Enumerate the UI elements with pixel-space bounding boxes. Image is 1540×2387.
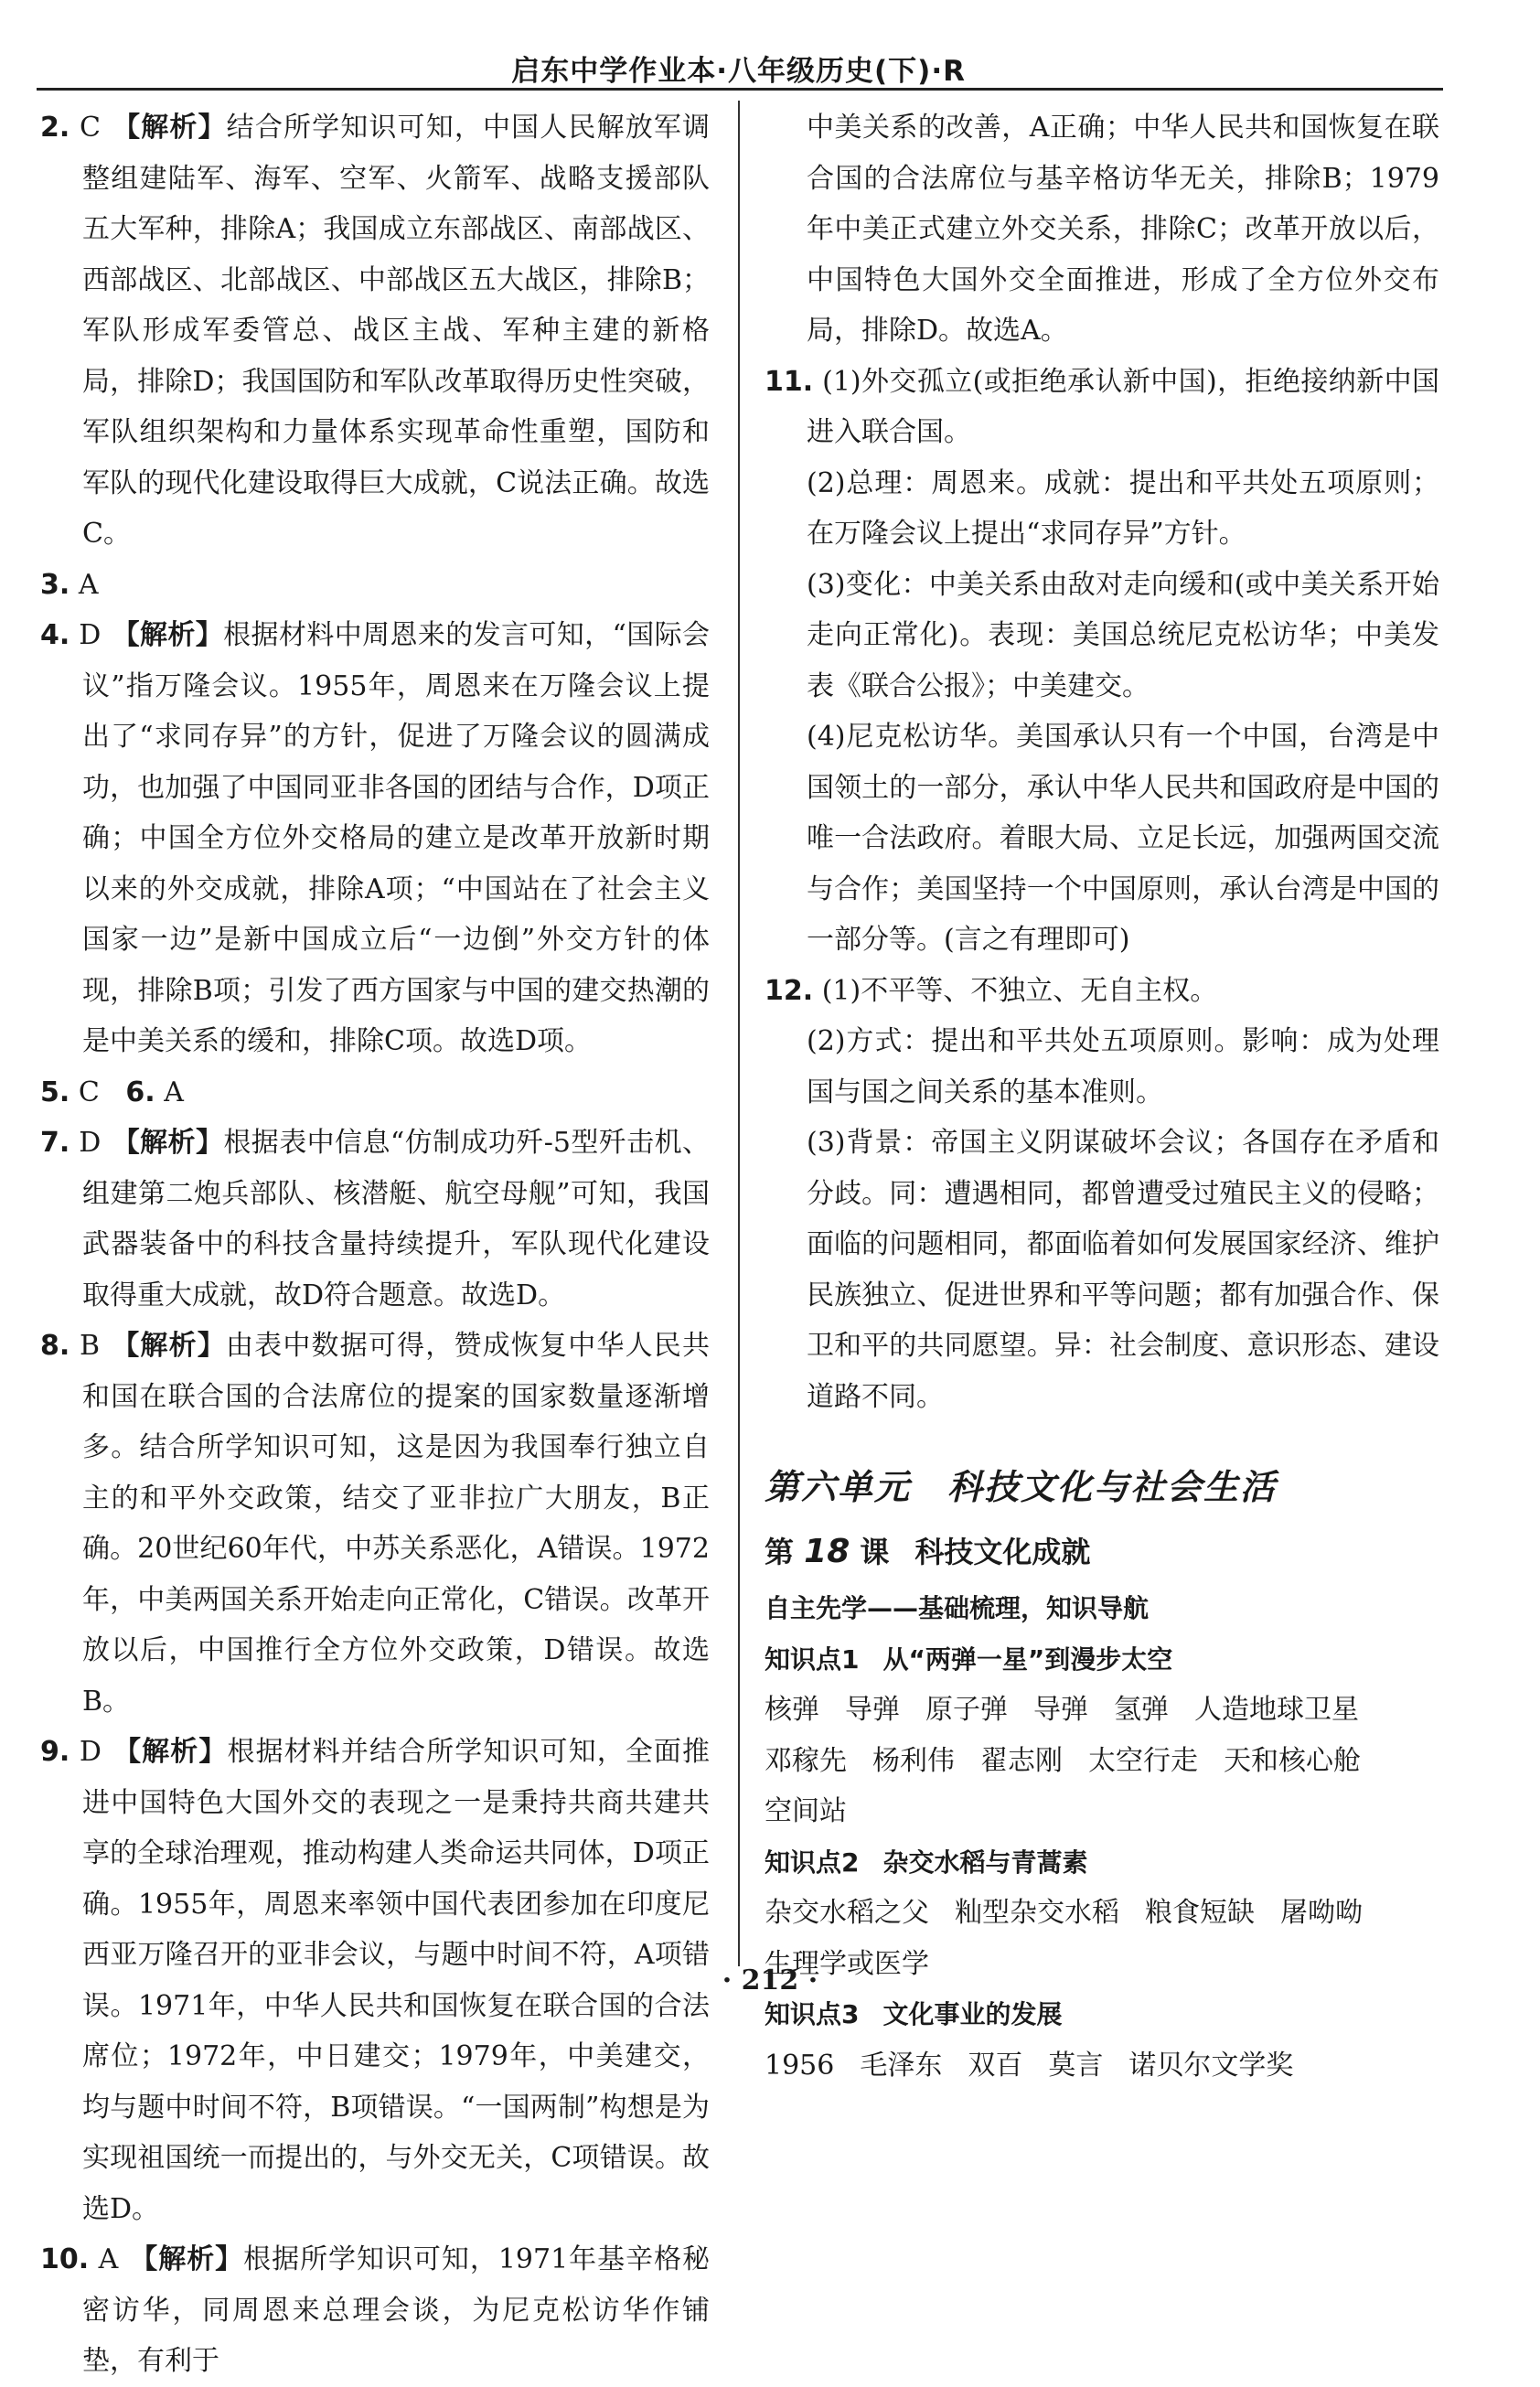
answer-text: 根据所学知识可知，1971年基辛格秘密访华，同周恩来总理会谈，为尼克松访华作铺垫，有利于 <box>82 2243 710 2377</box>
unit-name: 科技文化与社会生活 <box>947 1467 1278 1507</box>
knowledge-point-1-terms-row-1 <box>765 1685 1439 1736</box>
answer-choice: A <box>78 568 99 601</box>
lesson-suffix: 课 <box>860 1534 890 1569</box>
knowledge-point-1-terms-row-2 <box>765 1736 1439 1837</box>
answer-number: 8. <box>40 1330 70 1362</box>
term: 杨利伟 <box>872 1744 955 1777</box>
term: 邓稼先 <box>765 1744 847 1777</box>
answer-11-part-2: (2)总理：周恩来。成就：提出和平共处五项原则；在万隆会议上提出“求同存异”方针。 <box>807 466 1439 550</box>
answer-text: 根据材料中周恩来的发言可知，“国际会议”指万隆会议。1955年，周恩来在万隆会议上提出了“求同存异”的方针，促进了万隆会议的圆满成功，也加强了中国同亚非各国的团结与合作，D项正确；中国全方位外交格局的建立是改革开放新时期以来的外交成就，排除A项；“中国站在了社会主义国家一边”是新中国成立后“一边倒”外交方针的体现，排除B项；引发了西方国家与中国的建交热潮的是中美关系的缓和，排除C项。故选D项。 <box>82 619 710 1057</box>
answer-number: 3. <box>40 568 70 601</box>
answer-11-part-4: (4)尼克松访华。美国承认只有一个中国，台湾是中国领土的一部分，承认中华人民共和国政府是中国的唯一合法政府。着眼大局、立足长远，加强两国交流与合作；美国坚持一个中国原则，承认台湾是中国的一部分等。(言之有理即可) <box>807 721 1439 956</box>
answer-8 <box>40 1321 710 1727</box>
answer-number: 5. <box>40 1076 70 1108</box>
term: 籼型杂交水稻 <box>955 1897 1119 1929</box>
analysis-tag: 【解析】 <box>112 1127 224 1159</box>
term: 翟志刚 <box>980 1744 1063 1777</box>
term: 导弹 <box>1033 1694 1088 1726</box>
answer-10-continuation: 中美关系的改善，A正确；中华人民共和国恢复在联合国的合法席位与基辛格访华无关，排除B；1979年中美正式建立外交关系，排除C；改革开放以后，中国特色大国外交全面推进，形成了全方位外交布局，排除D。故选A。 <box>807 112 1439 347</box>
answer-choice: D <box>79 619 102 651</box>
term: 1956 <box>765 2049 835 2082</box>
answer-11-part-1 <box>765 357 1439 458</box>
answer-11-part-3: (3)变化：中美关系由敌对走向缓和(或中美关系开始走向正常化)。表现：美国总统尼克松访华；中美发表《联合公报》；中美建交。 <box>807 568 1439 702</box>
knowledge-point-2-heading <box>765 1837 1439 1889</box>
term: 诺贝尔文学奖 <box>1128 2049 1294 2082</box>
term: 氢弹 <box>1114 1694 1169 1726</box>
answer-12-part-3: (3)背景：帝国主义阴谋破坏会议；各国存在矛盾和分歧。同：遭遇相同，都曾遭受过殖民主义的侵略；面临的问题相同，都面临着如何发展国家经济、维护民族独立、促进世界和平等问题；都有加强合作、保卫和平的共同愿望。异：社会制度、意识形态、建设道路不同。 <box>807 1127 1439 1413</box>
term: 核弹 <box>765 1694 819 1726</box>
term: 生理学或医学 <box>765 1947 929 1980</box>
knowledge-point-2-terms-row-1 <box>765 1888 1439 1939</box>
answer-number: 2. <box>40 112 70 144</box>
answer-12-part-1 <box>765 966 1439 1017</box>
lesson-prefix: 第 <box>765 1534 795 1569</box>
answer-choice: C <box>79 112 101 144</box>
answer-text: 根据表中信息“仿制成功歼-5型歼击机、组建第二炮兵部队、核潜艇、航空母舰”可知，我国武器装备中的科技含量持续提升，军队现代化建设取得重大成就，故D符合题意。故选D。 <box>82 1127 710 1311</box>
answer-7 <box>40 1118 710 1321</box>
term: 屠呦呦 <box>1280 1897 1363 1929</box>
lesson-title <box>765 1526 1439 1579</box>
term: 空间站 <box>765 1795 847 1827</box>
term: 粮食短缺 <box>1145 1897 1255 1929</box>
term: 原子弹 <box>925 1694 1008 1726</box>
analysis-tag: 【解析】 <box>129 2243 244 2275</box>
term: 太空行走 <box>1088 1744 1198 1777</box>
answer-text: 由表中数据可得，赞成恢复中华人民共和国在联合国的合法席位的提案的国家数量逐渐增多。结合所学知识可知，这是因为我国奉行独立自主的和平外交政策，结交了亚非拉广大朋友，B正确。20世纪60年代，中苏关系恶化，A错误。1972年，中美两国关系开始走向正常化，C错误。改革开放以后，中国推行全方位外交政策，D错误。故选B。 <box>82 1330 710 1718</box>
right-column <box>765 102 1439 2091</box>
term: 人造地球卫星 <box>1194 1694 1359 1726</box>
answer-12 <box>765 966 1439 1423</box>
page-number: · 212 · <box>722 1964 818 1996</box>
analysis-tag: 【解析】 <box>111 112 227 144</box>
answer-number: 9. <box>40 1736 70 1768</box>
knowledge-point-3-terms-row-1 <box>765 2040 1439 2092</box>
term: 双百 <box>968 2049 1023 2082</box>
analysis-tag: 【解析】 <box>111 1330 226 1362</box>
knowledge-point-title: 从“两弹一星”到漫步太空 <box>882 1643 1173 1675</box>
answer-11 <box>765 357 1439 966</box>
answer-number: 6. <box>125 1076 155 1108</box>
analysis-tag: 【解析】 <box>112 1736 228 1768</box>
answer-choice: A <box>164 1076 184 1108</box>
answer-text: 根据材料并结合所学知识可知，全面推进中国特色大国外交的表现之一是秉持共商共建共享的全球治理观，推动构建人类命运共同体，D项正确。1955年，周恩来率领中国代表团参加在印度尼西亚万隆召开的亚非会议，与题中时间不符，A项错误。1971年，中华人民共和国恢复在联合国的合法席位；1972年，中日建交；1979年，中美建交，均与题中时间不符，B项错误。“一国两制”构想是为实现祖国统一而提出的，与外交无关，C项错误。故选D。 <box>82 1736 711 2225</box>
header-title: 启东中学作业本·八年级历史(下)·R <box>511 55 966 88</box>
knowledge-point-title: 杂交水稻与青蒿素 <box>882 1846 1088 1878</box>
answer-number: 11. <box>765 365 814 398</box>
answer-text: (1)外交孤立(或拒绝承认新中国)，拒绝接纳新中国进入联合国。 <box>807 365 1439 448</box>
knowledge-point-3-heading <box>765 1989 1439 2040</box>
answer-text: (1)不平等、不独立、无自主权。 <box>821 974 1218 1007</box>
answer-number: 7. <box>40 1127 70 1159</box>
answer-choice: A <box>98 2243 119 2275</box>
answer-number: 4. <box>40 619 70 651</box>
left-column <box>40 102 710 2387</box>
knowledge-point-1-heading <box>765 1634 1439 1686</box>
knowledge-point-label: 知识点3 <box>765 1999 860 2029</box>
answer-choice: D <box>79 1127 102 1159</box>
answer-choice: C <box>78 1076 100 1108</box>
answer-3 <box>40 560 710 611</box>
unit-label: 第六单元 <box>765 1467 912 1507</box>
answer-4 <box>40 610 710 1067</box>
answer-12-part-2: (2)方式：提出和平共处五项原则。影响：成为处理国与国之间关系的基本准则。 <box>807 1025 1439 1108</box>
term: 莫言 <box>1048 2049 1104 2082</box>
term: 毛泽东 <box>860 2049 943 2082</box>
unit-title <box>765 1462 1439 1514</box>
answer-10 <box>40 2234 710 2387</box>
term: 导弹 <box>845 1694 900 1726</box>
lesson-name: 科技文化成就 <box>914 1534 1091 1569</box>
term: 天和核心舱 <box>1224 1744 1361 1777</box>
answer-text: 结合所学知识可知，中国人民解放军调整组建陆军、海军、空军、火箭军、战略支援部队五大军种，排除A；我国成立东部战区、南部战区、西部战区、北部战区、中部战区五大战区，排除B；军队形成军委管总、战区主战、军种主建的新格局，排除D；我国国防和军队改革取得历史性突破，军队组织架构和力量体系实现革命性重塑，国防和军队的现代化建设取得巨大成就，C说法正确。故选C。 <box>82 112 711 550</box>
answer-5-6 <box>40 1067 710 1119</box>
lesson-number: 18 <box>804 1532 850 1570</box>
knowledge-point-title: 文化事业的发展 <box>882 1999 1063 2029</box>
answer-number: 12. <box>765 974 814 1007</box>
self-study-heading: 自主先学——基础梳理，知识导航 <box>765 1593 1150 1623</box>
answer-number: 10. <box>40 2243 90 2275</box>
answer-choice: D <box>79 1736 102 1768</box>
column-divider <box>738 101 740 1966</box>
knowledge-point-label: 知识点2 <box>765 1846 860 1878</box>
term: 杂交水稻之父 <box>765 1897 929 1929</box>
answer-2 <box>40 102 710 560</box>
answer-choice: B <box>80 1330 101 1362</box>
header-rule <box>37 88 1443 91</box>
knowledge-point-label: 知识点1 <box>765 1643 860 1675</box>
analysis-tag: 【解析】 <box>112 619 224 651</box>
